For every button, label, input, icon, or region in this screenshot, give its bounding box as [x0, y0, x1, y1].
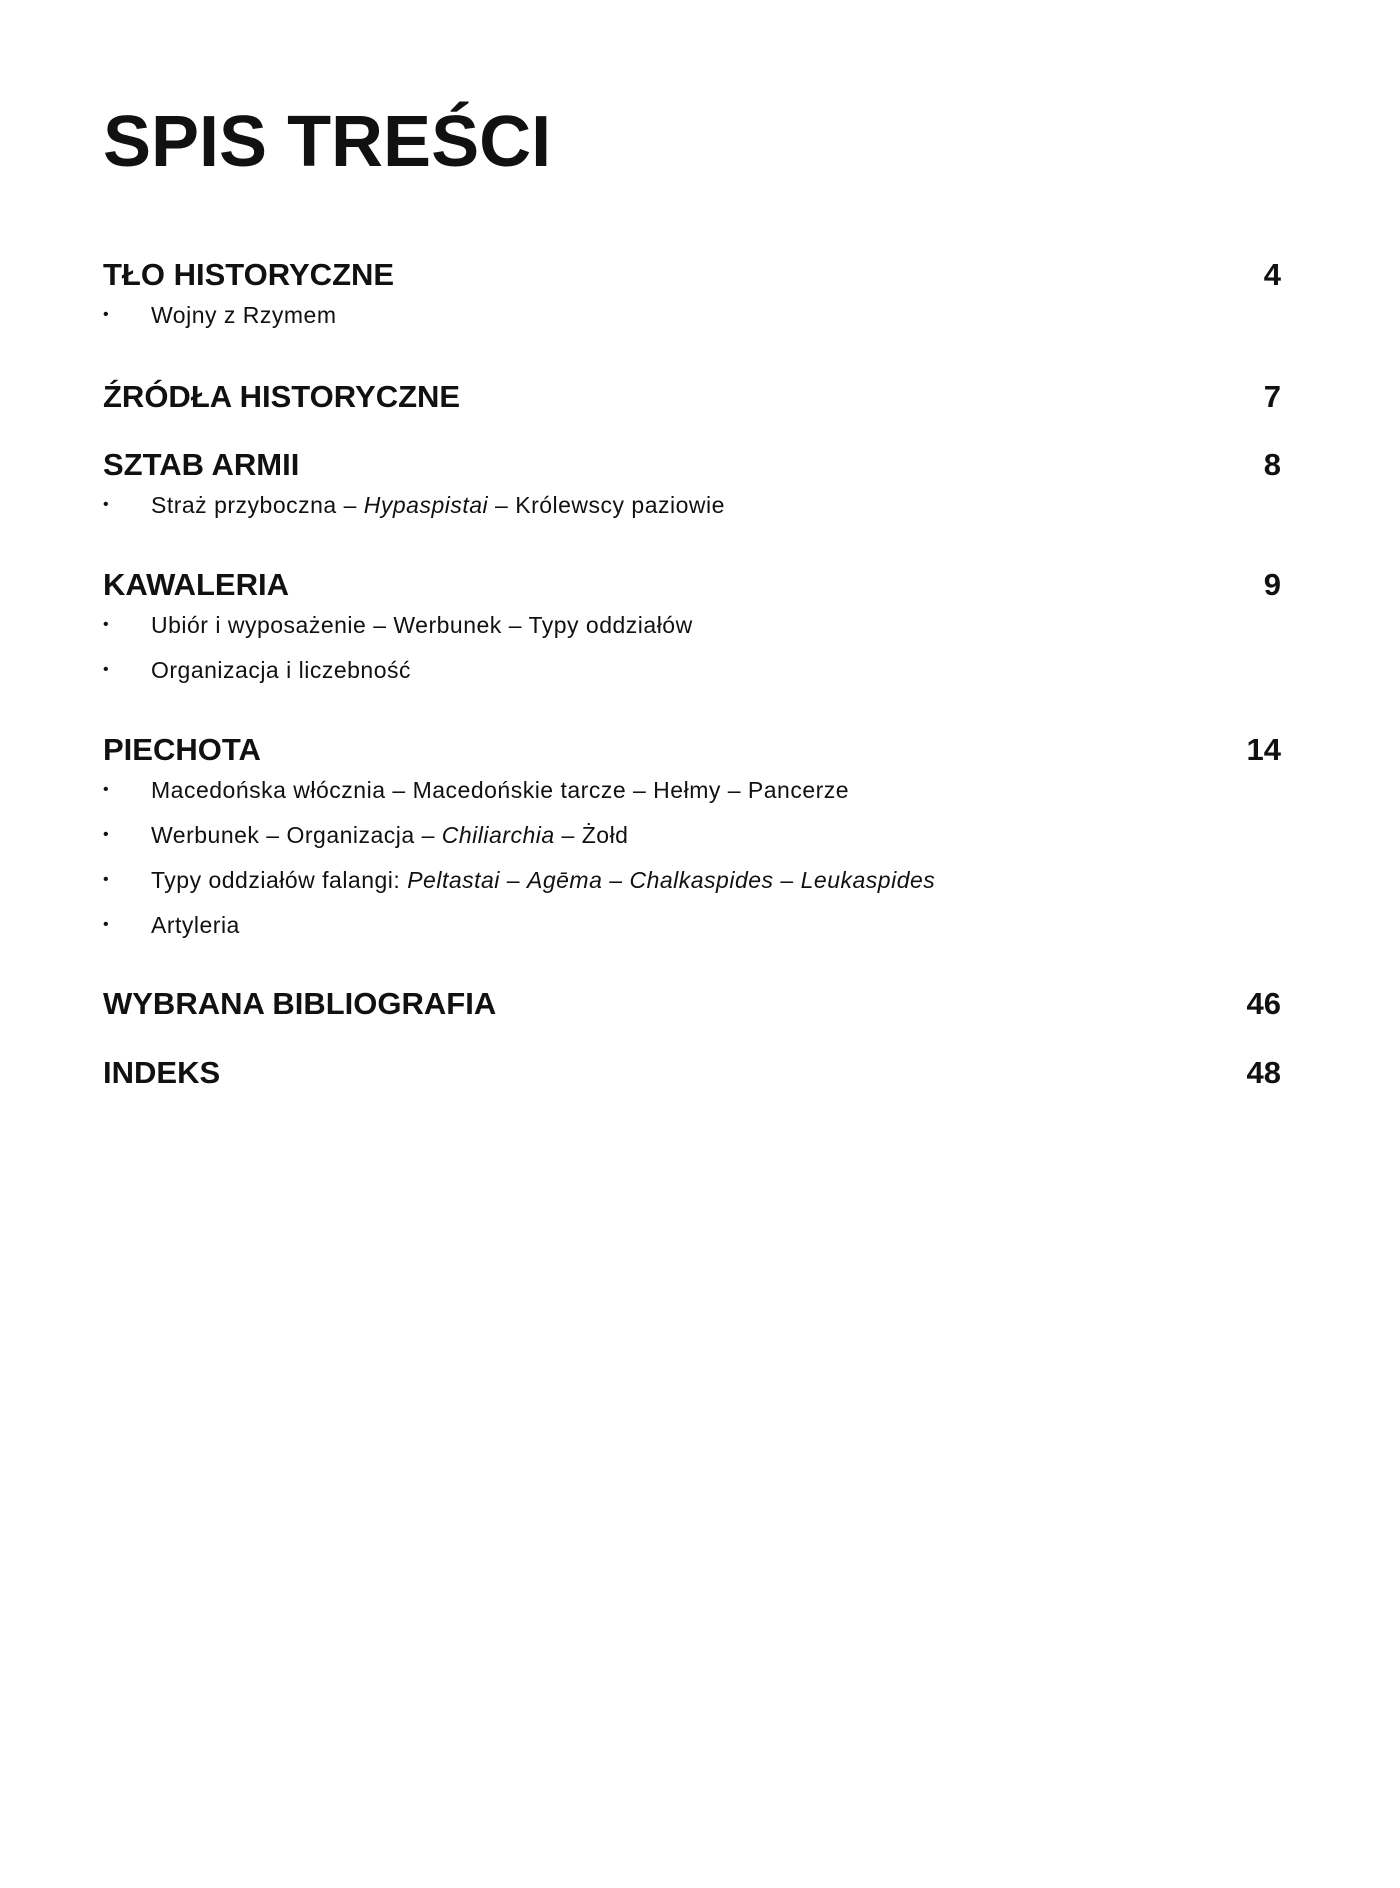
subtopic-text: – Królewscy paziowie — [488, 492, 725, 518]
subtopic-text: – — [499, 867, 527, 893]
subtopic-item — [103, 298, 1281, 343]
subtopic-item — [103, 908, 1281, 953]
subtopic-list — [103, 773, 1281, 953]
toc-entry — [103, 731, 1281, 769]
toc-section-piechota — [103, 731, 1281, 953]
subtopic-italic-term: Leukaspides — [800, 867, 936, 893]
bullet-icon: • — [103, 916, 110, 933]
subtopic-text: Ubiór i wyposażenie – Werbunek – Typy oddziałów — [151, 612, 693, 638]
toc-section-sztab-armii — [103, 446, 1281, 533]
section-title: TŁO HISTORYCZNE — [103, 257, 395, 292]
section-page-number: 48 — [1246, 1055, 1281, 1090]
section-title: WYBRANA BIBLIOGRAFIA — [103, 986, 497, 1021]
section-title: KAWALERIA — [103, 567, 289, 602]
toc-entry — [103, 446, 1281, 484]
subtopic-text: Macedońska włócznia – Macedońskie tarcze – Hełmy – Pancerze — [151, 777, 850, 803]
subtopic-item — [103, 773, 1281, 818]
subtopic-item — [103, 653, 1281, 698]
subtopic-item — [103, 488, 1281, 533]
section-title: SZTAB ARMII — [103, 447, 300, 482]
bullet-icon: • — [103, 781, 110, 798]
toc-entry — [103, 985, 1281, 1023]
section-title: INDEKS — [103, 1055, 221, 1090]
subtopic-text: Organizacja i liczebność — [151, 657, 412, 683]
page-title: SPIS TREŚCI — [103, 102, 552, 182]
subtopic-list — [103, 608, 1281, 698]
toc-entry — [103, 378, 1281, 416]
bullet-icon: • — [103, 306, 110, 323]
subtopic-text: Typy oddziałów falangi: — [151, 867, 408, 893]
subtopic-italic-term: Agēma — [527, 867, 603, 893]
bullet-icon: • — [103, 616, 110, 633]
subtopic-text: Werbunek – Organizacja – — [151, 822, 442, 848]
bullet-icon: • — [103, 661, 110, 678]
subtopic-italic-term: Chiliarchia — [441, 822, 555, 848]
subtopic-list — [103, 298, 1281, 343]
toc-section-kawaleria — [103, 566, 1281, 698]
subtopic-item — [103, 863, 1281, 908]
subtopic-text: – — [773, 867, 801, 893]
subtopic-text: – Żołd — [554, 822, 629, 848]
section-page-number: 8 — [1263, 447, 1281, 482]
subtopic-item — [103, 608, 1281, 653]
subtopic-text: Wojny z Rzymem — [151, 302, 337, 328]
subtopic-item — [103, 818, 1281, 863]
subtopic-text: – — [602, 867, 630, 893]
section-page-number: 7 — [1263, 379, 1281, 414]
bullet-icon: • — [103, 826, 110, 843]
subtopic-list — [103, 488, 1281, 533]
section-page-number: 46 — [1246, 986, 1281, 1021]
section-page-number: 4 — [1263, 257, 1281, 292]
bullet-icon: • — [103, 871, 110, 888]
toc-section-tlo-historyczne — [103, 256, 1281, 343]
subtopic-text: Straż przyboczna – — [151, 492, 364, 518]
section-title: PIECHOTA — [103, 732, 261, 767]
subtopic-italic-term: Hypaspistai — [363, 492, 489, 518]
section-page-number: 14 — [1246, 732, 1281, 767]
subtopic-text: Artyleria — [151, 912, 240, 938]
section-title: ŹRÓDŁA HISTORYCZNE — [103, 379, 461, 414]
toc-section-indeks — [103, 1054, 1281, 1092]
subtopic-italic-term: Chalkaspides — [629, 867, 774, 893]
toc-entry — [103, 256, 1281, 294]
toc-entry — [103, 566, 1281, 604]
subtopic-italic-term: Peltastai — [407, 867, 500, 893]
bullet-icon: • — [103, 496, 110, 513]
toc-entry — [103, 1054, 1281, 1092]
toc-section-zrodla-historyczne — [103, 378, 1281, 416]
section-page-number: 9 — [1263, 567, 1281, 602]
toc-section-wybrana-bibliografia — [103, 985, 1281, 1023]
